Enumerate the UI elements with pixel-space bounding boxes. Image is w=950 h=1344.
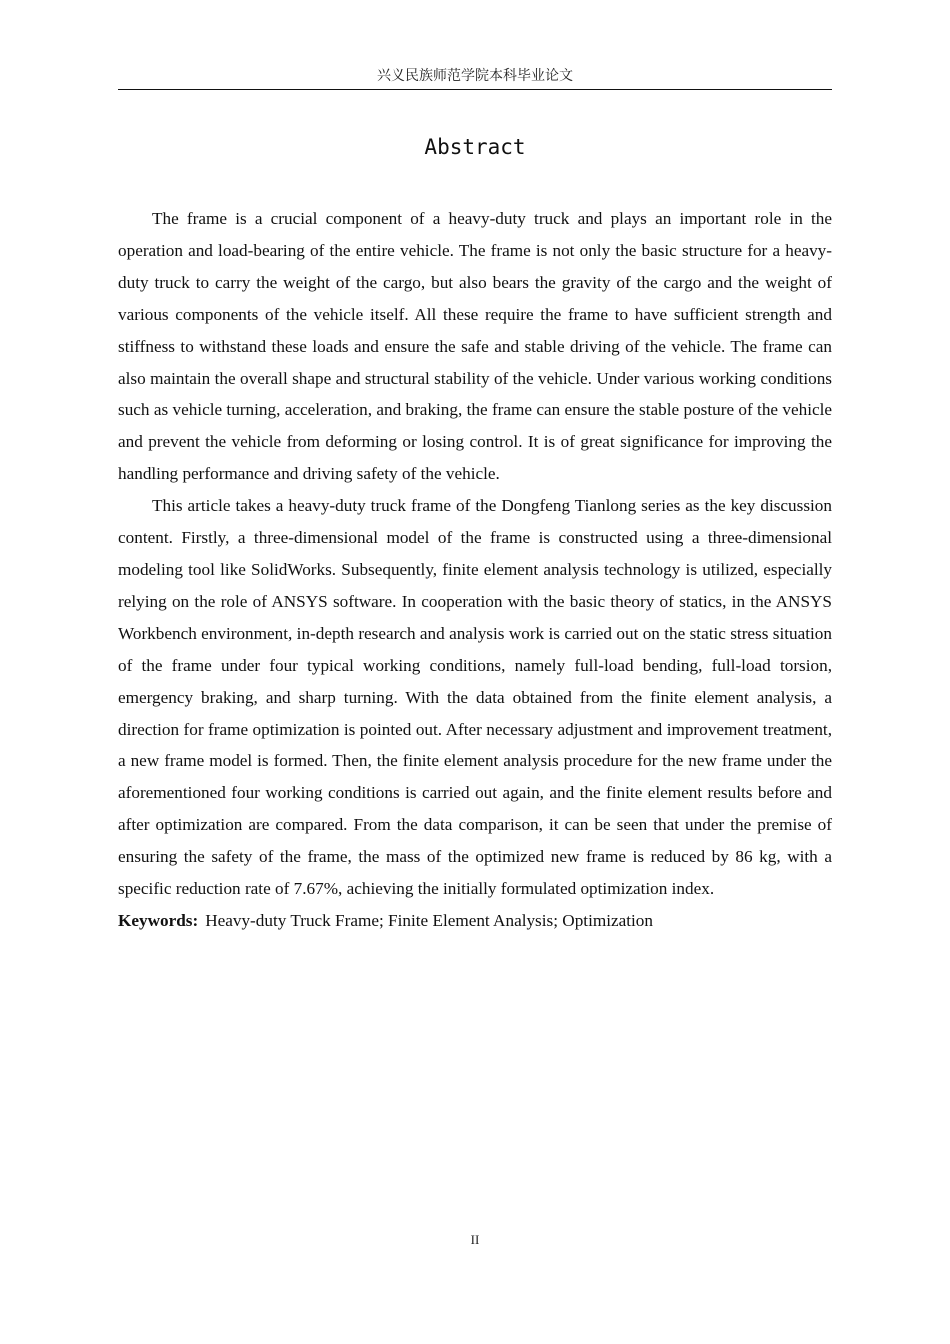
running-header-title: 兴义民族师范学院本科毕业论文 [377, 68, 573, 84]
abstract-paragraph-2: This article takes a heavy-duty truck frame of the Dongfeng Tianlong series as the key discussion content. Firstly, a three-dimensional model of the frame is constructed using a three-dimensional modeling tool like SolidWorks. Subsequently, finite element analysis technology is utilized, especially relying on the role of ANSYS software. In cooperation with the basic theory of statics, in the ANSYS Workbench environment, in-depth research and analysis work is carried out on the static stress situation of the frame under four typical working conditions, namely full-load bending, full-load torsion, emergency braking, and sharp turning. With the data obtained from the finite element analysis, a direction for frame optimization is pointed out. After necessary adjustment and improvement treatment, a new frame model is formed. Then, the finite element analysis procedure for the new frame under the aforementioned four working conditions is carried out again, and the finite element results before and after optimization are compared. From the data comparison, it can be seen that under the premise of ensuring the safety of the frame, the mass of the optimized new frame is reduced by 86 kg, with a specific reduction rate of 7.67%, achieving the initially formulated optimization index. [118, 496, 832, 899]
keywords-label: Keywords: [118, 910, 199, 930]
abstract-title: Abstract [424, 135, 526, 159]
abstract-body [118, 203, 832, 937]
keywords-text: Heavy-duty Truck Frame; Finite Element Analysis; Optimization [205, 910, 653, 930]
running-header [118, 64, 832, 90]
page-number: II [470, 1232, 480, 1247]
keywords-line [118, 905, 832, 937]
abstract-paragraph-1: The frame is a crucial component of a heavy-duty truck and plays an important role in the operation and load-bearing of the entire vehicle. The frame is not only the basic structure for a heavy-duty truck to carry the weight of the cargo, but also bears the gravity of the cargo and the weight of various components of the vehicle itself. All these require the frame to have sufficient strength and stiffness to withstand these loads and ensure the safe and stable driving of the vehicle. The frame can also maintain the overall shape and structural stability of the vehicle. Under various working conditions such as vehicle turning, acceleration, and braking, the frame can ensure the stable posture of the vehicle and prevent the vehicle from deforming or losing control. It is of great significance for improving the handling performance and driving safety of the vehicle. [118, 209, 832, 484]
